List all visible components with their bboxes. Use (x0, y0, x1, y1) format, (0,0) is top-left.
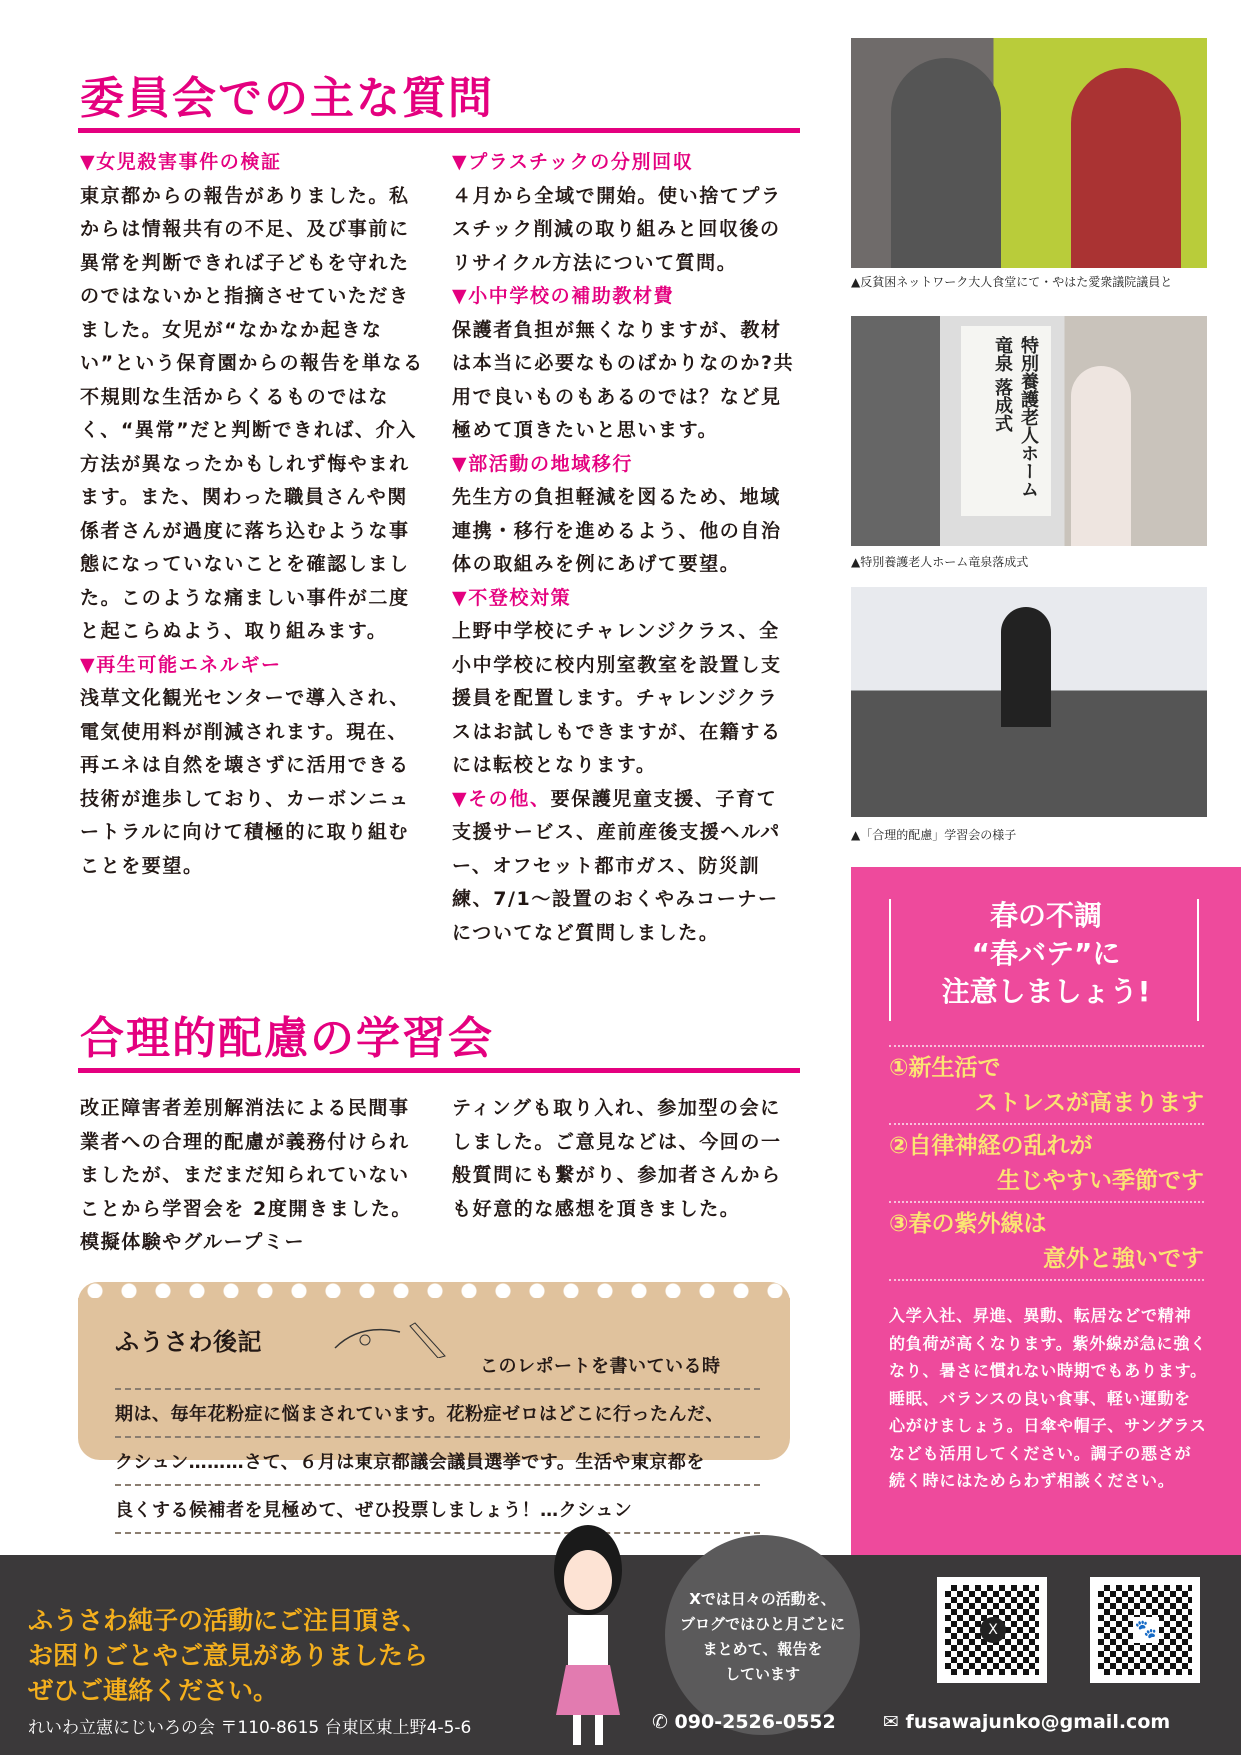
pencil-icon (330, 1318, 460, 1358)
title-underline (78, 1068, 800, 1073)
tip-line: ①新生活で (889, 1055, 1001, 1081)
footer (0, 1555, 1241, 1755)
title-line: 注意しましょう! (941, 975, 1151, 1008)
topic-body: 上野中学校にチャレンジクラス、全小中学校に校内別室教室を設置し支援員を配置します。チャレンジクラスはお試しもできますが、在籍するには転校となります。 (452, 620, 782, 776)
tip-line: ②自律神経の乱れが (889, 1133, 1093, 1159)
notebook-rule (115, 1532, 760, 1534)
column-left (80, 146, 425, 883)
message-line: お困りごとやご意見がありましたら (28, 1641, 429, 1670)
tip-line: 生じやすい季節です (997, 1168, 1204, 1194)
bubble-line: ブログではひと月ごとに (679, 1615, 845, 1633)
phone-icon: ✆ (652, 1711, 668, 1733)
message-line: ふうさわ純子の活動にご注目頂き、 (28, 1606, 428, 1635)
phone-link[interactable] (652, 1711, 836, 1733)
notebook-line: このレポートを書いている時 (480, 1356, 721, 1377)
bubble-line: しています (724, 1665, 800, 1683)
org-name: れいわ立憲にじいろの会 (28, 1718, 215, 1738)
speech-bubble (665, 1535, 860, 1735)
notebook-rule (115, 1484, 760, 1486)
topic-body: 先生方の負担軽減を図るため、地域連携・移行を進めるよう、他の自治体の取組みを例にあげて要望。 (452, 486, 782, 575)
topic-body: 浅草文化観光センターで導入され、電気使用料が削減されます。現在、再エネは自然を壊さずに活用できる技術が進歩しており、カーボンニュートラルに向けて積極的に取り組むことを要望。 (80, 687, 410, 877)
notebook-rule (115, 1388, 760, 1390)
message-line: ぜひご連絡ください。 (28, 1676, 279, 1705)
tip-item (889, 1201, 1204, 1281)
panel-title (851, 897, 1241, 1011)
notebook-title: ふうさわ後記 (115, 1328, 262, 1356)
paw-icon: 🐾 (1133, 1617, 1159, 1643)
photo-caption: ▲特別養護老人ホーム竜泉落成式 (851, 555, 1029, 569)
bubble-line: Xでは日々の活動を、 (689, 1590, 836, 1608)
column-right (452, 146, 797, 950)
bubble-line: まとめて、報告を (702, 1640, 823, 1658)
email-link[interactable] (883, 1711, 1170, 1733)
tip-line: 意外と強いです (1043, 1246, 1204, 1272)
title-line: “春バテ”に (971, 937, 1121, 970)
photo-caption: ▲反貧困ネットワーク大人食堂にて・やはた愛衆議院議員と (851, 275, 1173, 289)
topic-heading: ▼その他、 (452, 787, 551, 810)
panel-body: 入学入社、昇進、異動、転居などで精神的負荷が高くなります。紫外線が急に強くなり、暑さに慣れない時期でもあります。睡眠、バランスの良い食事、軽い運動を心がけましょう。日傘や帽子、サングラスなども活用してください。調子の悪さが続く時にはためらわず相談ください。 (889, 1306, 1207, 1490)
notebook-line: クシュン………さて、６月は東京都議会議員選挙です。生活や東京都を (115, 1452, 705, 1473)
notebook-line: 期は、毎年花粉症に悩まされています。花粉症ゼロはどこに行ったんだ、 (115, 1404, 725, 1425)
title-line: 春の不調 (989, 899, 1102, 932)
study-text-right: ティングも取り入れ、参加型の会にしました。ご意見などは、今回の一般質問にも繋がり、参加者さんからも好意的な感想を頂きました。 (452, 1097, 782, 1220)
photo-study-session (851, 587, 1207, 817)
topic-heading: ▼再生可能エネルギー (80, 653, 282, 676)
topic-body: 要保護児童支援、子育て支援サービス、産前産後支援ヘルパー、オフセット都市ガス、防災訓練、7/1～設置のおくやみコーナーについてなど質問しました。 (452, 787, 781, 944)
address: 〒110-8615 台東区東上野4-5-6 (220, 1718, 472, 1738)
section-title: 委員会での主な質問 (80, 73, 494, 124)
phone-number: 090-2526-0552 (674, 1711, 836, 1733)
photo-food-bank (851, 38, 1207, 268)
topic-other (452, 783, 797, 951)
address-line (28, 1713, 471, 1738)
title-underline (78, 128, 800, 133)
topic-body: 東京都からの報告がありました。私からは情報共有の不足、及び事前に異常を判断できれば子どもを守れたのではないかと指摘させていただきました。女児が“なかなか起きない”という保育園からの報告を単なる不規則な生活からくるものではなく、“異常”だと判断できれば、介入方法が異なったかもしれず悔やまれます。また、関わった職員さんや関係者さんが過度に落ち込むような事態になっていないことを確認しました。このような痛ましい事件が二度と起こらぬよう、取り組みます。 (80, 184, 424, 642)
health-tips-panel (851, 867, 1241, 1555)
section-title: 合理的配慮の学習会 (80, 1013, 494, 1064)
study-text-left: 改正障害者差別解消法による民間事業者への合理的配慮が義務付けられましたが、まだまだ知られていないことから学習会を 2度開きました。模擬体験やグループミー (80, 1097, 413, 1253)
tip-line: ③春の紫外線は (889, 1211, 1047, 1237)
topic-body: 保護者負担が無くなりますが、教材は本当に必要なものばかりなのか?共用で良いものもあるのでは？など見極めて頂きたいと思います。 (452, 318, 795, 441)
topic-heading: ▼女児殺害事件の検証 (80, 151, 282, 173)
notebook-line: 良くする候補者を見極めて、ぜひ投票しましょう！…クシュン (115, 1500, 633, 1521)
x-logo-icon: X (980, 1617, 1006, 1643)
notebook-rule (115, 1436, 760, 1438)
topic-heading: ▼不登校対策 (452, 586, 572, 609)
contact-message (28, 1603, 428, 1708)
topic-heading: ▼小中学校の補助教材費 (452, 285, 675, 307)
tips-list (889, 1045, 1204, 1281)
topic-body: ４月から全域で開始。使い捨てプラスチック削減の取り組みと回収後のリサイクル方法について質問。 (452, 184, 782, 274)
mail-icon: ✉ (883, 1711, 899, 1733)
photo-caption: ▲「合理的配慮」学習会の様子 (851, 828, 1017, 842)
topic-heading: ▼部活動の地域移行 (452, 452, 634, 475)
photo-opening-ceremony (851, 316, 1207, 546)
qr-code-x[interactable] (937, 1577, 1047, 1683)
ceremony-sign: 特別養護老人ホーム竜泉 落成式 (961, 326, 1051, 516)
tip-item (889, 1123, 1204, 1201)
email-address: fusawajunko@gmail.com (905, 1711, 1171, 1733)
qr-code-blog[interactable] (1090, 1577, 1200, 1683)
mascot-illustration (528, 1515, 648, 1755)
tip-item (889, 1045, 1204, 1123)
tip-line: ストレスが高まります (974, 1090, 1204, 1116)
topic-heading: ▼プラスチックの分別回収 (452, 151, 694, 173)
